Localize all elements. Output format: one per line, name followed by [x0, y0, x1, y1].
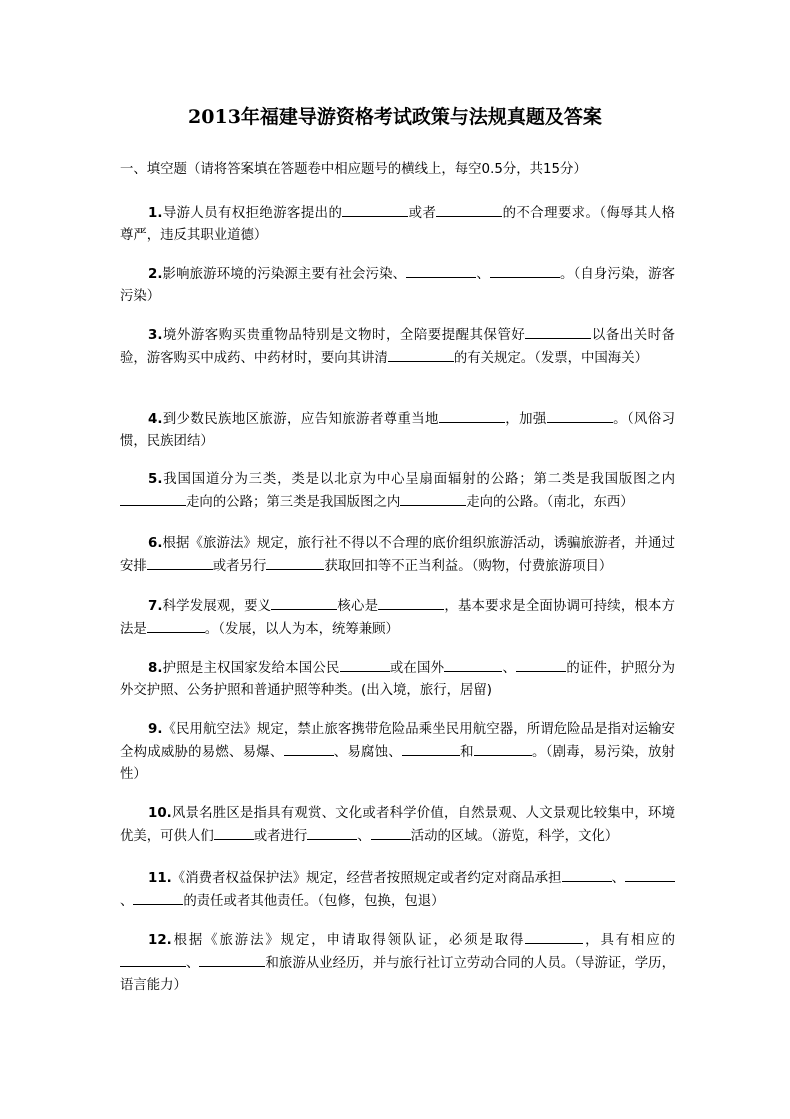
- answer-blank: [120, 952, 186, 967]
- question-text: 和: [459, 745, 474, 760]
- question-number: 7.: [148, 599, 163, 614]
- answer-blank: [199, 952, 265, 967]
- answer-blank: [378, 595, 444, 610]
- answer-blank: [439, 408, 505, 423]
- question-text: ，基本要求是全面协调可持续，根本方法是: [120, 599, 676, 637]
- answer-blank: [271, 595, 337, 610]
- question-text: 或在国外: [389, 661, 445, 676]
- answer-blank: [133, 890, 183, 905]
- question-9: [120, 719, 675, 786]
- answer-blank: [516, 657, 566, 672]
- question-6: [120, 533, 675, 578]
- question-text: 根据《旅游法》规定，旅行社不得以不合理的底价组织旅游活动，诱骗旅游者，并通过安排: [120, 536, 675, 574]
- answer-blank: [402, 741, 460, 756]
- question-11: [120, 867, 675, 913]
- question-number: 10.: [148, 806, 172, 821]
- question-text: 科学发展观，要义: [162, 599, 272, 614]
- question-text: 护照是主权国家发给本国公民: [162, 661, 340, 676]
- question-text: 。（发展，以人为本，统筹兼顾）: [204, 622, 399, 637]
- question-number: 9.: [148, 722, 163, 737]
- answer-blank: [490, 263, 560, 278]
- question-7: [120, 595, 675, 641]
- answer-blank: [406, 263, 476, 278]
- answer-blank: [340, 657, 390, 672]
- question-text: 、: [476, 267, 490, 282]
- question-text: 活动的区域。（游览，科学，文化）: [410, 829, 619, 844]
- question-text: ，具有相应的: [583, 933, 676, 948]
- answer-blank: [120, 491, 186, 506]
- question-number: 5.: [148, 472, 163, 487]
- question-text: 的证件，护照分为外交护照、公务护照和普通护照等种类。(出入境，旅行，居留): [120, 661, 676, 698]
- question-12: [120, 929, 675, 997]
- question-text: 获取回扣等不正当利益。（购物，付费旅游项目）: [324, 559, 613, 574]
- question-text: 、: [357, 829, 371, 844]
- question-text: 核心是: [337, 599, 379, 614]
- question-text: 或者进行: [253, 829, 308, 844]
- question-text: 和旅游从业经历，并与旅行社订立劳动合同的人员。（导游证，学历，语言能力）: [120, 956, 675, 993]
- section-heading: 一、填空题（请将答案填在答题卷中相应题号的横线上，每空0.5分，共15分）: [120, 162, 587, 177]
- question-text: 的不合理要求。（侮辱其人格尊严，违反其职业道德）: [120, 206, 675, 243]
- question-number: 2.: [148, 267, 163, 282]
- answer-blank: [562, 867, 612, 882]
- answer-blank: [400, 491, 466, 506]
- question-2: [120, 263, 675, 308]
- question-text: ，加强: [504, 412, 547, 427]
- question-text: 根据《旅游法》规定，申请取得领队证，必须是取得: [171, 933, 526, 948]
- answer-blank: [547, 408, 613, 423]
- answer-blank: [525, 324, 591, 339]
- question-text: 的责任或者其他责任。（包修，包换，包退）: [183, 894, 445, 909]
- answer-blank: [388, 347, 454, 362]
- question-number: 4.: [148, 412, 163, 427]
- question-text: 走向的公路。（南北，东西）: [466, 495, 634, 510]
- question-text: 的有关规定。（发票，中国海关）: [453, 351, 648, 366]
- question-number: 8.: [148, 661, 163, 676]
- question-10: [120, 803, 675, 848]
- answer-blank: [342, 202, 408, 217]
- question-4: [120, 408, 675, 453]
- question-text: 。（剧毒，易污染，放射性）: [120, 745, 676, 782]
- question-number: 11.: [148, 871, 172, 886]
- answer-blank: [444, 657, 502, 672]
- question-text: 导游人员有权拒绝游客提出的: [162, 206, 343, 221]
- question-1: [120, 202, 675, 247]
- question-text: 走向的公路；第三类是我国版图之内: [186, 495, 401, 510]
- question-text: 《民用航空法》规定，禁止旅客携带危险品乘坐民用航空器，所谓危险品是指对运输安全构成威胁的易燃、易爆、: [120, 722, 675, 760]
- question-text: 、: [502, 661, 517, 676]
- question-text: 。（风俗习惯，民族团结）: [120, 412, 675, 449]
- answer-blank: [307, 825, 357, 840]
- question-3: [120, 324, 675, 370]
- question-text: 以备出关时备验，游客购买中成药、中药材时，要向其讲清: [120, 328, 676, 366]
- question-text: 到少数民族地区旅游，应告知旅游者尊重当地: [162, 412, 439, 427]
- question-text: 风景名胜区是指具有观赏、文化或者科学价值，自然景观、人文景观比较集中，环境优美，可供人们: [120, 806, 675, 844]
- question-5: [120, 469, 675, 514]
- answer-blank: [214, 825, 254, 840]
- question-number: 6.: [148, 536, 163, 551]
- question-number: 1.: [148, 206, 163, 221]
- question-text: 、: [611, 871, 626, 886]
- answer-blank: [147, 618, 205, 633]
- question-number: 12.: [148, 933, 172, 948]
- question-text: 《消费者权益保护法》规定，经营者按照规定或者约定对商品承担: [171, 871, 562, 886]
- document-title: 2013年福建导游资格考试政策与法规真题及答案: [188, 106, 602, 128]
- question-text: 或者另行: [212, 559, 267, 574]
- answer-blank: [266, 555, 324, 570]
- answer-blank: [474, 741, 532, 756]
- question-text: 、易腐蚀、: [333, 745, 402, 760]
- question-text: 境外游客购买贵重物品特别是文物时，全陪要提醒其保管好: [162, 328, 526, 343]
- question-8: [120, 657, 675, 702]
- answer-blank: [625, 867, 675, 882]
- question-text: 我国国道分为三类，类是以北京为中心呈扇面辐射的公路；第二类是我国版图之内: [162, 472, 675, 487]
- answer-blank: [284, 741, 334, 756]
- answer-blank: [371, 825, 411, 840]
- question-text: 、: [186, 956, 200, 971]
- question-text: 影响旅游环境的污染源主要有社会污染、: [162, 267, 407, 282]
- answer-blank: [525, 929, 583, 944]
- answer-blank: [147, 555, 213, 570]
- question-text: 。（自身污染，游客污染）: [120, 267, 675, 304]
- question-text: 或者: [408, 206, 437, 221]
- question-text: 、: [120, 894, 134, 909]
- answer-blank: [436, 202, 502, 217]
- question-number: 3.: [148, 328, 163, 343]
